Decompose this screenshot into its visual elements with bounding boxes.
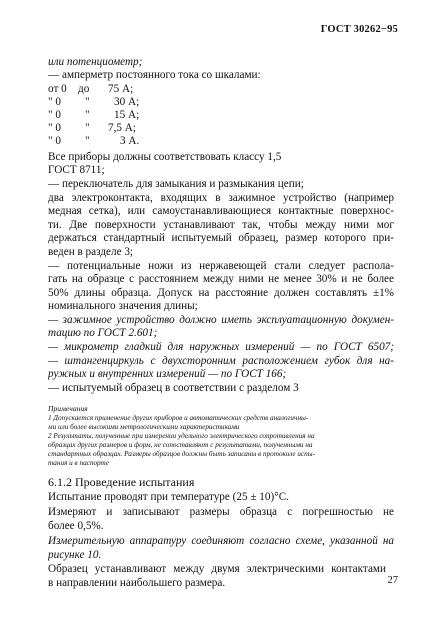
text-line: веден в разделе 3; (48, 246, 134, 258)
scale-prefix: " 0 (48, 109, 61, 121)
note-line: 1 Допускается применение других приборов и автоматических средств аналогичны- (48, 414, 309, 422)
text-line: Измеряют и записывают размеры образца с погрешностью не (48, 506, 394, 518)
text-line: — переключатель для замыкания и размыкания цепи; (48, 178, 304, 190)
standard-code-header: ГОСТ 30262−95 (320, 24, 398, 35)
text-line: — микрометр гладкий для наружных измерений — по ГОСТ 6507; (48, 341, 394, 353)
text-line: гать на образце с расстоянием между ними не менее 30% и не более (48, 273, 394, 285)
scale-sep: " (85, 135, 90, 147)
text-line: в направлении наибольшего размера. (48, 577, 226, 589)
note-line: образцах других размеров и форм, не сопоставляют с результатами, полученными на (48, 441, 313, 449)
text-line: два электроконтакта, входящих в зажимное устройство (например (48, 192, 394, 204)
scale-value: 3 А. (120, 135, 140, 147)
notes-title: Примечания (48, 404, 88, 413)
text-line: 50% длины образца. Допуск на расстояние должен составлять ±1% (48, 287, 394, 299)
text-line: ГОСТ 8711; (48, 164, 105, 176)
scale-value: 7,5 А; (108, 122, 136, 134)
text-line: ти. Две поверхности устанавливают так, чтобы между ними мог (48, 219, 394, 231)
text-line: тацию по ГОСТ 2.601; (48, 327, 158, 339)
scale-value: 15 А; (114, 109, 140, 121)
section-heading: 6.1.2 Проведение испытания (48, 476, 195, 489)
scale-prefix: от 0 (48, 83, 67, 95)
scale-prefix: " 0 (48, 122, 61, 134)
scale-sep: " (85, 109, 90, 121)
text-line: — зажимное устройство должно иметь эксплуатационную докумен- (48, 314, 394, 326)
note-line: ми или более высокими метрологическими характеристиками (48, 423, 240, 431)
scale-value: 30 А; (114, 96, 140, 108)
note-line: 2 Результаты, полученные при измерении удельного электрического сопротивления на (48, 432, 315, 440)
text-line: Испытание проводят при температуре (25 ± 10)°С. (48, 491, 289, 503)
page-number: 27 (387, 575, 398, 586)
text-line: — потенциальные ножи из нержавеющей стали следует распола- (48, 260, 394, 272)
scale-sep: до (78, 83, 90, 95)
text-line: или потенциометр; (48, 56, 143, 68)
text-line: Все приборы должны соответствовать классу 1,5 (48, 151, 282, 163)
scale-sep: " (85, 122, 90, 134)
text-line: — штангенциркуль с двухсторонним расположением губок для на- (48, 355, 394, 367)
text-line: — амперметр постоянного тока со шкалами: (48, 69, 261, 81)
text-line: — испытуемый образец в соответствии с разделом 3 (48, 382, 299, 394)
note-line: стандартных образцах. Размеры образцов должны быть записаны в протоколе испы- (48, 450, 315, 458)
scale-value: 75 А; (108, 83, 134, 95)
note-line: тания и в паспорте (48, 459, 109, 467)
text-line: держаться стандартный испытуемый образец, размер которого при- (48, 232, 394, 244)
text-line: ружных и внутренних измерений — по ГОСТ 166; (48, 368, 287, 380)
scale-sep: " (85, 96, 90, 108)
text-line: номинального значения длины; (48, 300, 198, 312)
scale-prefix: " 0 (48, 96, 61, 108)
text-line: более 0,5%. (48, 520, 104, 532)
text-line: Измерительную аппаратуру соединяют согласно схеме, указанной на (48, 535, 394, 547)
text-line: рисунке 10. (48, 549, 102, 561)
text-line: медная сетка), или самоустанавливающиеся контактные поверхнос- (48, 205, 394, 217)
scale-prefix: " 0 (48, 135, 61, 147)
text-line: Образец устанавливают между двумя электрическими контактами (48, 563, 386, 575)
